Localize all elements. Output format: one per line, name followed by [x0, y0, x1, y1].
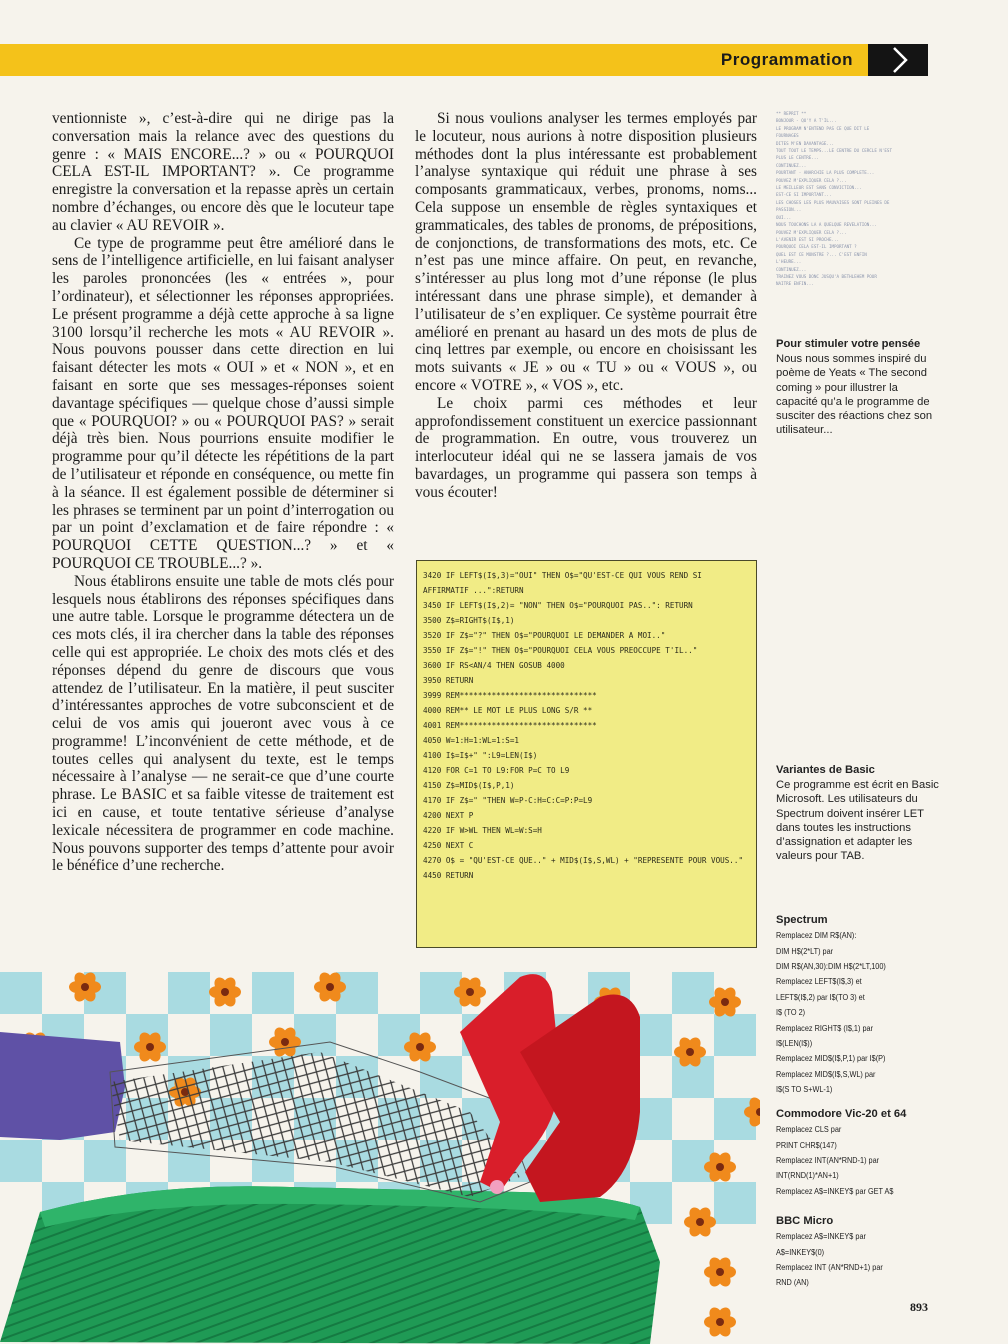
code-line: 4100 I$=I$+" ":L9=LEN(I$) [423, 751, 538, 760]
thumbnail-line: NOUS TOUCHONS LA A QUELQUE REVELATION... [776, 222, 877, 228]
code-line: 4220 IF W>WL THEN WL=W:S=H [423, 826, 542, 835]
thumbnail-line: POUVEZ M'EXPLIQUER CELA ?... [776, 177, 847, 183]
left-column [52, 110, 394, 875]
thumbnail-line: POURQUOI CELA EST-IL IMPORTANT ? [776, 244, 857, 250]
sidebar-line: LEFT$(I$,2) par I$(TO 3) et [776, 991, 865, 1002]
code-line: 3999 REM****************************** [423, 691, 597, 700]
program-output-thumbnail [776, 110, 936, 320]
tile [84, 1140, 126, 1182]
code-listing [416, 560, 757, 948]
thumbnail-line: FOURNAGES [776, 133, 799, 139]
code-line: 3520 IF Z$="?" THEN O$="POURQUOI LE DEMANDER A MOI.." [423, 631, 666, 640]
paragraph: ventionniste », c’est-à-dire qui ne dirige pas la conversation mais la relance avec des questions du genre : « MAIS ENCORE...? » ou « POURQUOI CELA EST-IL IMPORTANT? ». Ce programme enregistre la conversation et la repasse après un certain nombre d’échanges, ou encore dès que le locuteur tape au clavier « AU REVOIR ». [52, 110, 394, 234]
sidebar-line: I$ (TO 2) [776, 1007, 806, 1018]
sidebar-text: Ce programme est écrit en Basic Microsoft. Les utilisateurs du Spectrum doivent insérer LET dans toutes les instructions d’assignation et adapter les valeurs pour TAB. [776, 779, 939, 863]
tile [168, 972, 210, 1014]
code-line: 4001 REM****************************** [423, 721, 597, 730]
sidebar-title: BBC Micro [776, 1215, 834, 1227]
thumbnail-line: LES CHOSES LES PLUS MAUVAISES SONT PLEINES DE [776, 199, 890, 205]
code-line: 3500 Z$=RIGHT$(I$,1) [423, 616, 515, 625]
shoe-buckle [490, 1180, 504, 1194]
tile [714, 1182, 756, 1224]
tile [0, 972, 42, 1014]
sidebar-line: Remplacez MID$(I$,S,WL) par [776, 1068, 876, 1079]
sidebar-line: Remplacez DIM R$(AN): [776, 930, 857, 941]
code-line: 4050 W=1:H=1:WL=1:S=1 [423, 736, 520, 745]
page-number: 893 [910, 1300, 928, 1314]
sidebar-title: Variantes de Basic [776, 764, 875, 776]
code-line: 3550 IF Z$="!" THEN O$="POURQUOI CELA VOUS PREOCCUPE T'IL.." [423, 646, 698, 655]
sidebar-line: Remplacez A$=INKEY$ par [776, 1231, 866, 1242]
tile [210, 1014, 252, 1056]
code-line: 4170 IF Z$=" "THEN W=P-C:H=C:C=P:P=L9 [423, 796, 593, 805]
thumbnail-line: BONJOUR - QU'Y A T'IL... [776, 118, 837, 124]
sidebar-line: Remplacez INT (AN*RND+1) par [776, 1262, 883, 1273]
sidebar-commodore [776, 1107, 941, 1199]
code-line: 3420 IF LEFT$(I$,3)="OUI" THEN O$="QU'EST-CE QUI VOUS REND SI AFFIRMATIF ...":RETURN [423, 571, 707, 595]
sidebar-lines [776, 1122, 938, 1199]
sidebar-line: DIM R$(AN,30):DIM H$(2*LT,100) [776, 961, 886, 972]
thumbnail-line: CONTINUEZ... [776, 266, 807, 272]
thumbnail-line: ** REPRIT ** [776, 111, 807, 116]
paragraph: Si nous voulions analyser les termes employés par le locuteur, nous aurions à notre disposition plusieurs méthodes dont la plus intéressante est probablement l’analyse syntaxique qui réduit une phrase à ses composants grammaticaux, verbes, pronoms, noms... Cela suppose un ensemble de règles syntaxiques et grammaticales, des tables de pronoms, de prépositions, de conjonctions, de transformations des mots, etc. Ce n’est pas une mince affaire. On peut, en revanche, s’intéresser au plus long mot d’une réponse (le plus intéressant dans une phrase simple), et demander à l’utilisateur de s’en expliquer. Ce système pourrait être amélioré en prenant au hasard un des mots de plus de cinq lettres par exemple, ou encore en choisissant les mots suivants « JE » ou « TU » ou « VOUS », ou encore « VOTRE », « VOS », etc. [415, 110, 757, 394]
sidebar-line: I$(LEN(I$)) [776, 1038, 813, 1049]
tile [294, 1014, 336, 1056]
tile [0, 1140, 42, 1182]
middle-column [415, 110, 757, 502]
sidebar-line: INT(RND(1)*AN+1) [776, 1170, 839, 1181]
sidebar-variantes [776, 763, 941, 863]
code-line: 3600 IF RS<AN/4 THEN GOSUB 4000 [423, 661, 565, 670]
sidebar-title: Commodore Vic-20 et 64 [776, 1108, 907, 1120]
code-line: 4250 NEXT C [423, 841, 474, 850]
code-line: 4120 FOR C=1 TO L9:FOR P=C TO L9 [423, 766, 570, 775]
code-line: 4270 O$ = "QU'EST-CE QUE.." + MID$(I$,S,WL) + "REPRESENTE POUR VOUS.." [423, 856, 744, 865]
skirt [0, 1032, 125, 1140]
sidebar-line: Remplacez RIGHT$ (I$,1) par [776, 1022, 874, 1033]
thumbnail-line: POUVEZ M'EXPLIQUER CELA ?... [776, 229, 847, 235]
sidebar-line: Remplacez CLS par [776, 1124, 842, 1135]
tile [672, 972, 714, 1014]
sidebar-line: Remplacez MID$(I$,P,1) par I$(P) [776, 1053, 886, 1064]
code-line: 3450 IF LEFT$(I$,2)= "NON" THEN O$="POURQUOI PAS..": RETURN [423, 601, 693, 610]
sidebar-line: DIM H$(2*LT) par [776, 945, 834, 956]
sidebar-line: Remplacez LEFT$(I$,3) et [776, 976, 862, 987]
sidebar-title: Pour stimuler votre pensée [776, 338, 921, 350]
thumbnail-line: LE PROGRAM N'ENTEND PAS CE QUE DIT LE [776, 125, 870, 131]
tile [252, 972, 294, 1014]
thumbnail-line: PASSION... [776, 207, 802, 213]
paragraph: Nous établirons ensuite une table de mots clés pour lesquels nous établirons des réponses spécifiques dans une autre table. Lorsque le programme détectera un de ces mots clés, il ira chercher dans la table des réponses celle qui est appropriée. Le choix des mots clés et des réponses dépend du genre de discours que vous attendez de l’utilisateur. En la matière, il peut susciter d’intéressantes approches de votre subconscient et de celui de vos amis qui joueront avec vous à ce programme! L’inconvénient de cette méthode, et de toutes celles qui analysent du texte, est le temps nécessaire à l’analyse — ne serait-ce que d’une courte phrase. Le BASIC et sa faible vitesse de traitement est ici en cause, et toute tentative sérieuse d’analyse lexicale nécessitera de programmer en code machine. Nous pouvons supporter des temps d’attente pour avoir le bénéfice d’une recherche. [52, 572, 394, 875]
sidebar-bbc [776, 1214, 941, 1291]
sidebar-spectrum [776, 913, 941, 1098]
tile [672, 1140, 714, 1182]
section-title: Programmation [720, 50, 853, 69]
sidebar-title: Spectrum [776, 914, 828, 926]
couch-legs-illustration [0, 962, 760, 1344]
code-line: 3950 RETURN [423, 676, 474, 685]
sidebar-line: RND (AN) [776, 1277, 809, 1288]
paragraph: Ce type de programme peut être amélioré dans le sens de l’intelligence artificielle, en lui faisant analyser les paroles prononcées (les « entrées », pour l’ordinateur), et sélectionner les réponses appropriées. Le présent programme a déjà cette approche à sa ligne 3100 lorsqu’il recherche les mots « AU REVOIR ». Nous pouvons pousser dans cette direction en lui faisant détecter les mots « OUI » et « NON », et en faisant en sorte que ses messages-réponses soient davantage spécifiques — quelque chose d’aussi simple que « POURQUOI? » ou « POURQUOI PAS? » serait déjà très bien. Nous pourrions ensuite modifier le programme pour qu’il détecte les répétitions de la part de l’utilisateur et réponde en conséquence, ou mette fin à la séance. Il est également possible de déterminer si les phrases se terminent par un point d’interrogation ou par un point d’exclamation et de faire répondre : « POURQUOI CETTE QUESTION...? » et « POURQUOI CE TROUBLE...? ». [52, 234, 394, 572]
thumbnail-line: L'HEURE... [776, 259, 802, 265]
thumbnail-line: EST-CE SI IMPORTANT... [776, 192, 832, 198]
code-line: 4150 Z$=MID$(I$,P,1) [423, 781, 515, 790]
sidebar-lines [776, 1229, 938, 1291]
paragraph: Le choix parmi ces méthodes et leur approfondissement constituent un exercice passionnant de programmation. En outre, vous trouverez un interlocuteur idéal qui ne se lassera jamais de vos bavardages, un programme qui passera son temps à vous écouter! [415, 394, 757, 501]
code-line: 4000 REM** LE MOT LE PLUS LONG S/R ** [423, 706, 593, 715]
thumbnail-line: DITES M'EN DAVANTAGE... [776, 140, 834, 146]
sidebar-text: Nous nous sommes inspiré du poème de Yeats « The second coming » pour illustrer la capacité qu’a le programme de susciter des réactions chez son utilisateur... [776, 353, 933, 437]
thumbnail-line: QUEL EST CE MONSTRE ?... C'EST ENFIN [776, 251, 867, 257]
code-line: 4450 RETURN [423, 871, 474, 880]
sidebar-line: I$(S TO S+WL-1) [776, 1084, 833, 1095]
thumbnail-line: NAITRE ENFIN... [776, 281, 814, 287]
tile [420, 1056, 462, 1098]
sidebar-line: Remplacez INT(AN*RND-1) par [776, 1155, 880, 1166]
thumbnail-line: CONTINUEZ... [776, 162, 807, 168]
sidebar-line: Remplacez A$=INKEY$ par GET A$ [776, 1185, 894, 1196]
thumbnail-line: OUI... [776, 214, 792, 220]
sidebar-lines [776, 928, 938, 1097]
tile [336, 972, 378, 1014]
code-line: 4200 NEXT P [423, 811, 474, 820]
sidebar-pensee [776, 337, 941, 437]
thumbnail-line: LE MEILLEUR EST SANS CONVICTION... [776, 185, 862, 191]
thumbnail-line: TOUT TOUT LE TEMPS...LE CENTRE DU CERCLE N'EST [776, 148, 892, 154]
thumbnail-line: POURTANT - ANARCHIE LA PLUS COMPLETE... [776, 170, 875, 176]
thumbnail-line: L'AVENIR EST SI PROCHE... [776, 236, 840, 242]
thumbnail-line: TRAINEZ VOUS DONC JUSQU'A BETHLEHEM POUR [776, 273, 877, 279]
chevron-right-icon [868, 44, 928, 76]
sidebar-line: PRINT CHR$(147) [776, 1139, 837, 1150]
tile [714, 1014, 756, 1056]
sidebar-line: A$=INKEY$(0) [776, 1246, 825, 1257]
header-arrow [868, 44, 928, 76]
thumbnail-line: PLUS LE CENTRE... [776, 155, 819, 161]
